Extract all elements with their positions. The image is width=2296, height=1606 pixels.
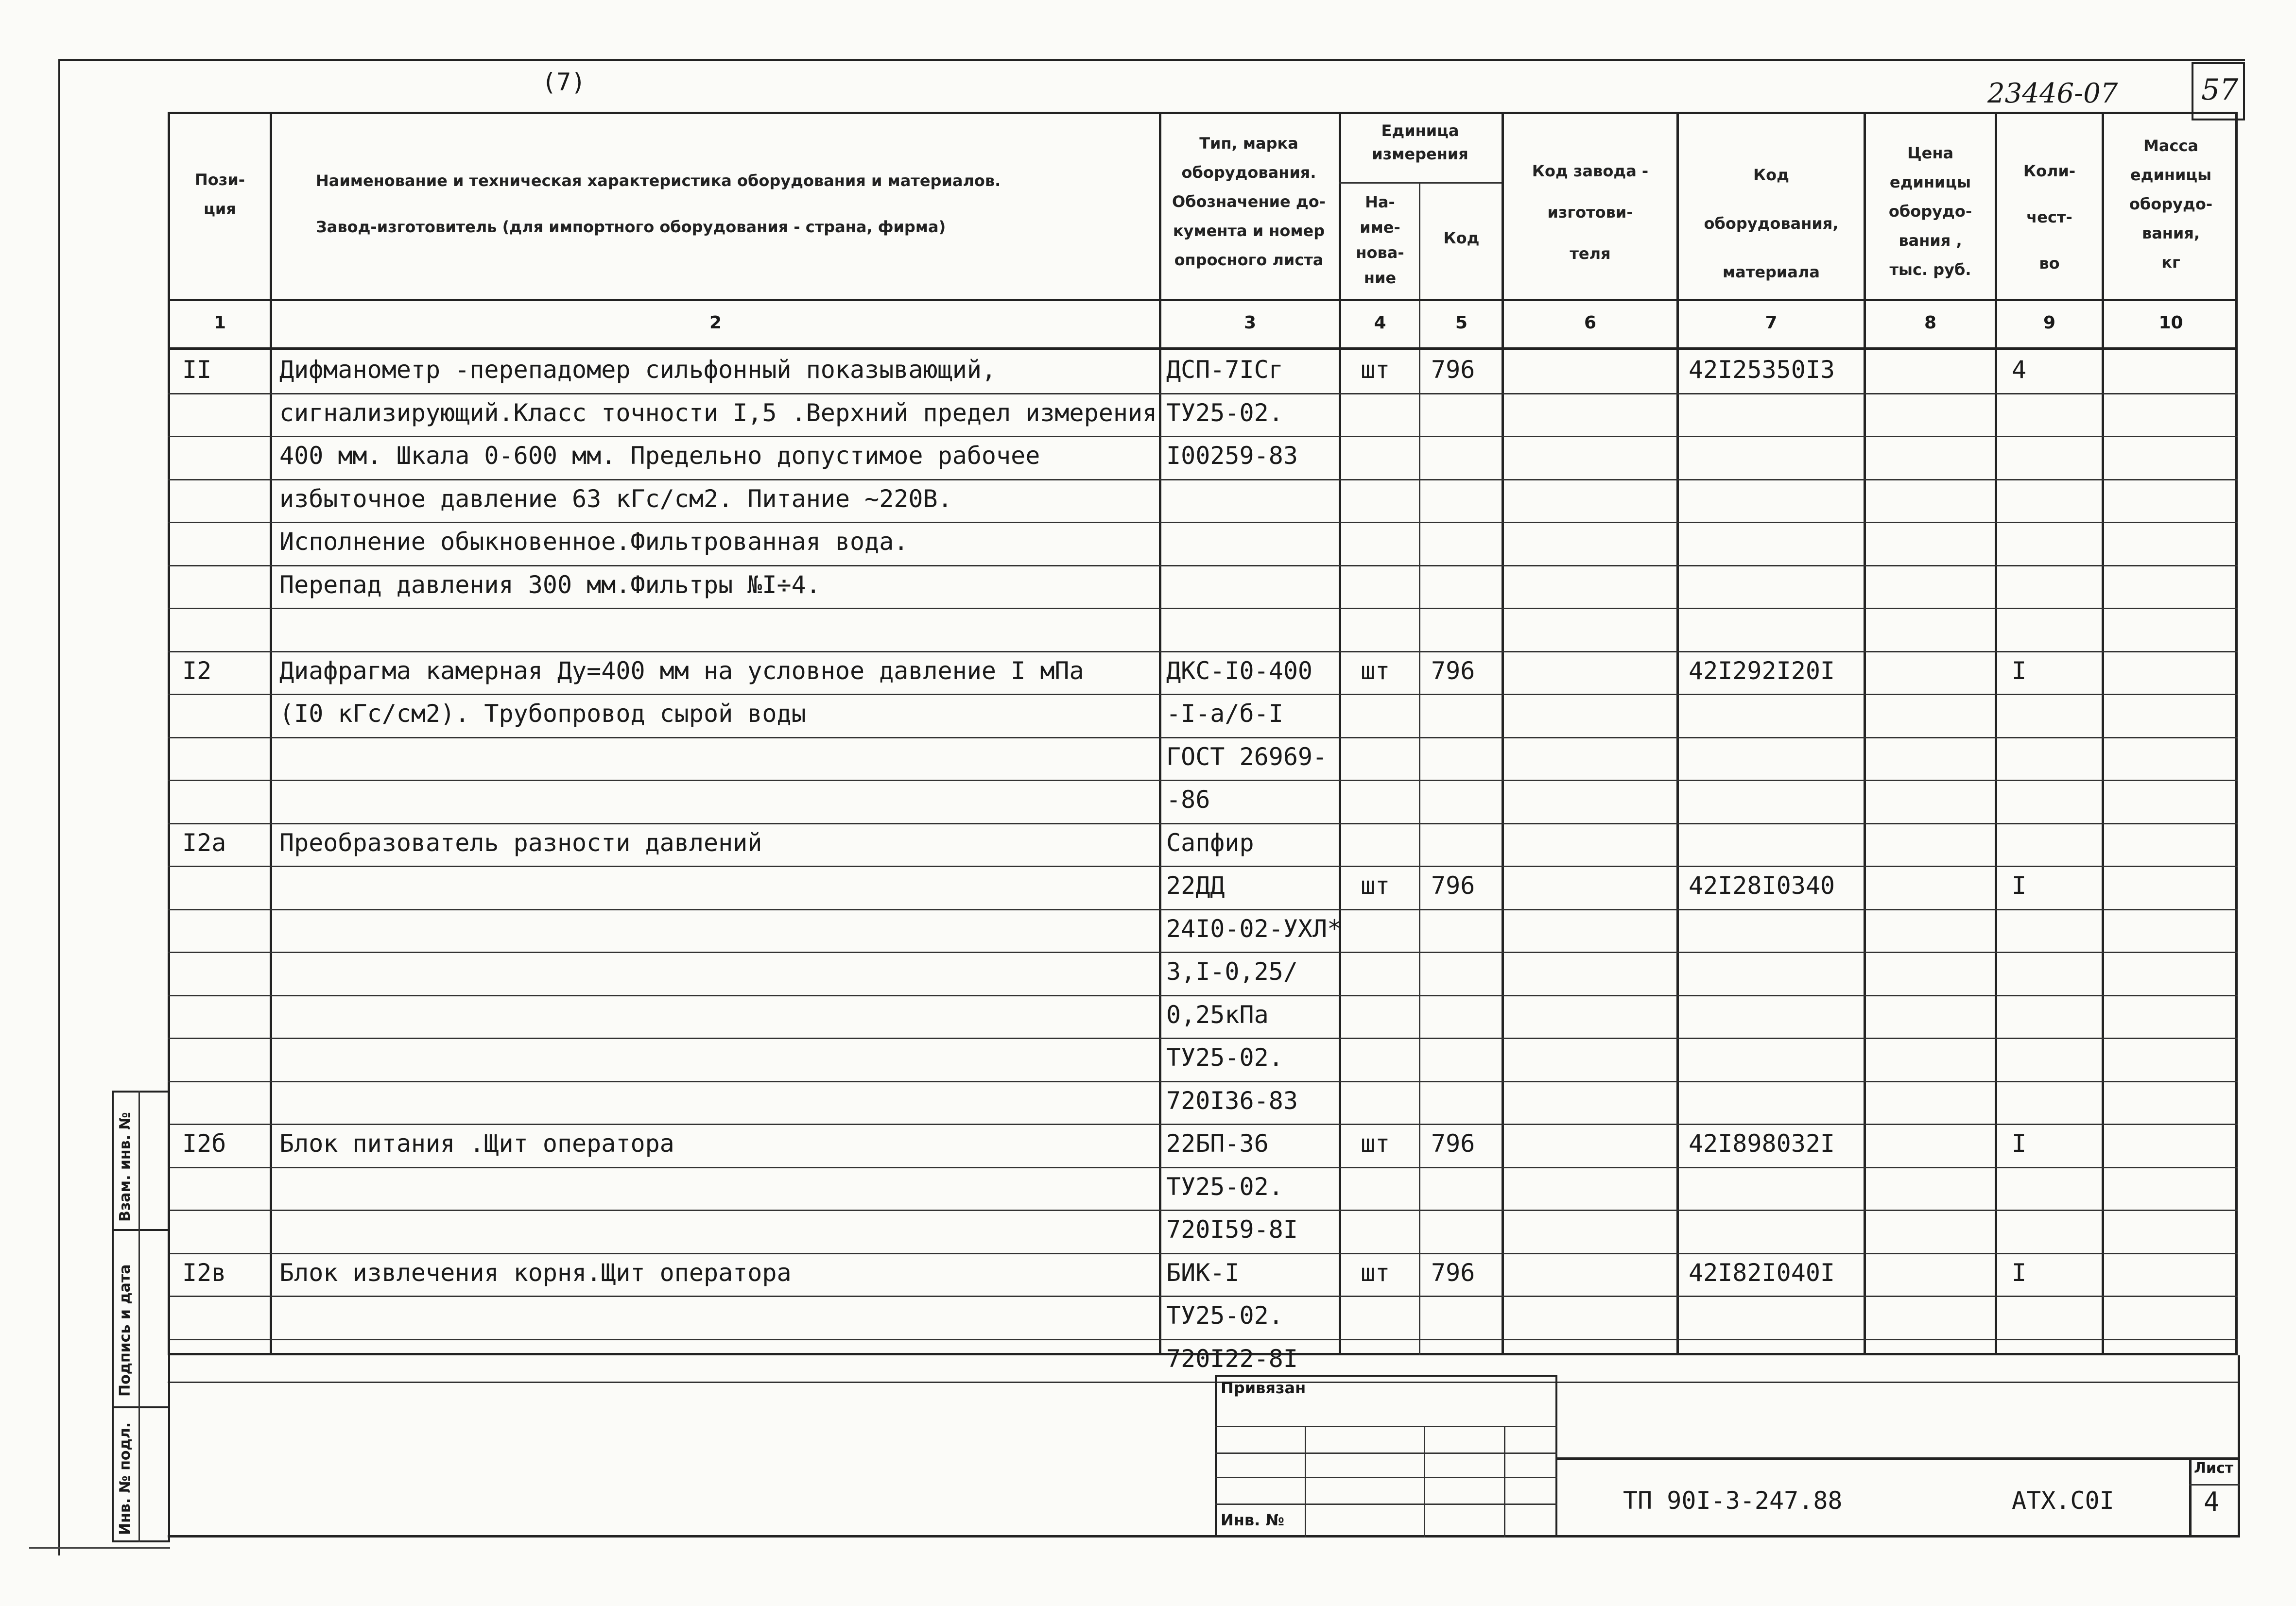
col-header-mass: Масса единицы оборудо- вания, кг xyxy=(2129,137,2213,272)
name-cell: Блок извлечения корня.Щит оператора xyxy=(279,1258,792,1287)
bound-line xyxy=(1215,1452,1557,1454)
name-cell: Блок питания .Щит оператора xyxy=(279,1129,674,1158)
col-number: 8 xyxy=(1924,313,1937,333)
equipment-code-cell: 42I28I0340 xyxy=(1689,871,1835,900)
type-cell: -I-а/б-I xyxy=(1166,700,1283,728)
equipment-code-cell: 42I292I20I xyxy=(1689,656,1835,685)
title-sheet-divider xyxy=(2189,1457,2192,1538)
col-line xyxy=(1339,112,1341,1355)
replace-inv-label: Взам. инв. № xyxy=(117,1112,134,1222)
stamp-bottom-line xyxy=(168,1535,2240,1538)
col-header-equipment-code: Код оборудования, материала xyxy=(1704,166,1839,281)
col-line xyxy=(1995,112,1997,1355)
unit-name-cell: шт xyxy=(1361,356,1390,384)
row-divider xyxy=(168,823,2238,824)
col-line xyxy=(1159,112,1161,1355)
row-divider xyxy=(168,393,2238,394)
title-top-line xyxy=(1557,1457,2240,1460)
name-cell: избыточное давление 63 кГс/см2. Питание ~220В. xyxy=(279,484,952,513)
type-cell: 0,25кПа xyxy=(1166,1000,1269,1029)
quantity-cell: I xyxy=(2012,871,2027,900)
quantity-cell: I xyxy=(2012,656,2027,685)
unit-name-cell: шт xyxy=(1361,1258,1390,1287)
equipment-code-cell: 42I898032I xyxy=(1689,1129,1835,1158)
quantity-cell: 4 xyxy=(2012,356,2027,384)
position-cell: I2а xyxy=(182,828,226,857)
row-divider xyxy=(168,737,2238,738)
unit-name-cell: шт xyxy=(1361,871,1390,900)
name-cell: 400 мм. Шкала 0-600 мм. Предельно допустимое рабочее xyxy=(279,442,1040,470)
col-line xyxy=(270,112,272,1355)
quantity-cell: I xyxy=(2012,1129,2027,1158)
type-cell: 720I22-8I xyxy=(1166,1344,1298,1373)
col-number: 4 xyxy=(1374,313,1386,333)
stamp-right-line xyxy=(2238,1355,2240,1538)
row-divider xyxy=(168,1382,2238,1383)
row-divider xyxy=(168,694,2238,695)
type-cell: БИК-I xyxy=(1166,1258,1240,1287)
name-cell: Перепад давления 300 мм.Фильтры №I÷4. xyxy=(279,570,821,599)
type-cell: 22ДД xyxy=(1166,871,1225,900)
col-header-unit-group: Единица измерения xyxy=(1372,121,1468,163)
col-number: 5 xyxy=(1455,313,1468,333)
type-cell: 24I0-02-УХЛ* xyxy=(1166,914,1342,943)
type-cell: ТУ25-02. xyxy=(1166,1043,1283,1072)
side-divider xyxy=(112,1229,170,1231)
signature-date-label: Подпись и дата xyxy=(117,1264,134,1397)
quantity-cell: I xyxy=(2012,1258,2027,1287)
col-line xyxy=(1676,112,1679,1355)
row-divider xyxy=(168,1081,2238,1082)
row-divider xyxy=(168,608,2238,609)
bound-col xyxy=(1504,1426,1505,1538)
row-divider xyxy=(168,1124,2238,1125)
equipment-code-cell: 42I25350I3 xyxy=(1689,356,1835,384)
position-cell: I2 xyxy=(182,656,212,685)
side-divider xyxy=(138,1091,140,1542)
col-line xyxy=(1419,182,1420,1355)
row-divider xyxy=(168,479,2238,480)
position-cell: I2в xyxy=(182,1258,226,1287)
name-cell: Исполнение обыкновенное.Фильтрованная вода. xyxy=(279,528,909,556)
bound-col xyxy=(1424,1426,1425,1538)
original-inv-label: Инв. № подл. xyxy=(117,1422,134,1535)
document-number: 23446-07 xyxy=(1987,78,2118,109)
name-cell: Преобразователь разности давлений xyxy=(279,828,762,857)
page-number: 57 xyxy=(2201,73,2239,107)
name-cell: Диафрагма камерная Ду=400 мм на условное давление I мПа xyxy=(279,656,1084,685)
type-cell: 3,I-0,25/ xyxy=(1166,957,1298,986)
position-cell: I2б xyxy=(182,1129,226,1158)
row-divider xyxy=(168,909,2238,910)
bottom-left-line xyxy=(29,1547,170,1549)
sheet-designation: АТХ.С0I xyxy=(2012,1486,2114,1515)
bound-line xyxy=(1215,1477,1557,1478)
unit-name-cell: шт xyxy=(1361,1129,1390,1158)
col-number: 7 xyxy=(1765,313,1778,333)
type-cell: ТУ25-02. xyxy=(1166,398,1283,427)
col-header-position: Пози- ция xyxy=(194,171,245,218)
col-header-price: Цена единицы оборудо- вания , тыс. руб. xyxy=(1888,144,1972,279)
row-divider xyxy=(168,436,2238,437)
col-header-type: Тип, марка оборудования. Обозначение до- кумента и номер опросного листа xyxy=(1172,134,1326,269)
unit-group-line xyxy=(1339,182,1502,184)
row-divider xyxy=(168,522,2238,523)
top-border xyxy=(58,59,2245,61)
type-cell: ДКС-I0-400 xyxy=(1166,656,1313,685)
col-header-unit-code: Код xyxy=(1443,229,1480,247)
row-divider xyxy=(168,995,2238,996)
sheet-number: 4 xyxy=(2204,1486,2220,1517)
left-border xyxy=(58,59,60,1555)
side-divider xyxy=(112,1406,170,1408)
name-cell: сигнализирующий.Класс точности I,5 .Верхний предел измерения xyxy=(279,398,1157,427)
bound-label: Привязан xyxy=(1221,1379,1306,1397)
col-line xyxy=(1502,112,1504,1355)
type-cell: 720I36-83 xyxy=(1166,1086,1298,1115)
row-divider xyxy=(168,1038,2238,1039)
bound-line xyxy=(1215,1426,1557,1427)
type-cell: 720I59-8I xyxy=(1166,1215,1298,1244)
project-number: ТП 90I-3-247.88 xyxy=(1623,1486,1843,1515)
unit-code-cell: 796 xyxy=(1431,871,1475,900)
col-header-quantity: Коли- чест- во xyxy=(2023,162,2076,273)
row-divider xyxy=(168,866,2238,867)
col-header-name: Наименование и техническая характеристика оборудования и материалов. Завод-изготовитель (для импортного оборудования - страна, фирма) xyxy=(316,171,1001,236)
type-cell: -86 xyxy=(1166,786,1210,814)
col-header-plant-code: Код завода - изготови- теля xyxy=(1532,162,1649,263)
unit-code-cell: 796 xyxy=(1431,1129,1475,1158)
bound-col xyxy=(1305,1426,1306,1538)
row-divider xyxy=(168,1210,2238,1211)
col-number: 10 xyxy=(2158,313,2183,333)
inv-label: Инв. № xyxy=(1221,1511,1284,1529)
numbers-bottom-line xyxy=(168,347,2238,350)
name-cell: (I0 кГс/см2). Трубопровод сырой воды xyxy=(279,700,806,728)
title-sheet-line xyxy=(2189,1484,2240,1486)
unit-name-cell: шт xyxy=(1361,656,1390,685)
position-cell: II xyxy=(182,356,212,384)
row-divider xyxy=(168,651,2238,652)
row-divider xyxy=(168,1296,2238,1297)
col-number: 3 xyxy=(1243,313,1257,333)
col-line xyxy=(1864,112,1866,1355)
unit-code-cell: 796 xyxy=(1431,1258,1475,1287)
unit-code-cell: 796 xyxy=(1431,656,1475,685)
equipment-code-cell: 42I82I040I xyxy=(1689,1258,1835,1287)
row-divider xyxy=(168,1253,2238,1254)
col-header-unit-name: На- име- нова- ние xyxy=(1356,193,1404,287)
sheet-code: (7) xyxy=(542,68,586,96)
type-cell: ГОСТ 26969- xyxy=(1166,742,1328,771)
col-number: 1 xyxy=(213,313,226,333)
row-divider xyxy=(168,1167,2238,1168)
header-bottom-line xyxy=(168,299,2238,301)
type-cell: 22БП-36 xyxy=(1166,1129,1269,1158)
row-divider xyxy=(168,780,2238,781)
col-number: 6 xyxy=(1584,313,1597,333)
col-line xyxy=(2102,112,2104,1355)
col-number: 2 xyxy=(709,313,722,333)
type-cell: ДСП-7IСг xyxy=(1166,356,1283,384)
type-cell: ТУ25-02. xyxy=(1166,1301,1283,1330)
bound-line xyxy=(1215,1503,1557,1505)
type-cell: ТУ25-02. xyxy=(1166,1172,1283,1201)
unit-code-cell: 796 xyxy=(1431,356,1475,384)
type-cell: I00259-83 xyxy=(1166,442,1298,470)
row-divider xyxy=(168,1339,2238,1340)
col-number: 9 xyxy=(2043,313,2056,333)
type-cell: Сапфир xyxy=(1166,828,1254,857)
main-table xyxy=(168,112,2238,1355)
name-cell: Дифманометр -перепадомер сильфонный показывающий, xyxy=(279,356,997,384)
row-divider xyxy=(168,565,2238,566)
row-divider xyxy=(168,952,2238,953)
sheet-label: Лист xyxy=(2194,1460,2234,1477)
